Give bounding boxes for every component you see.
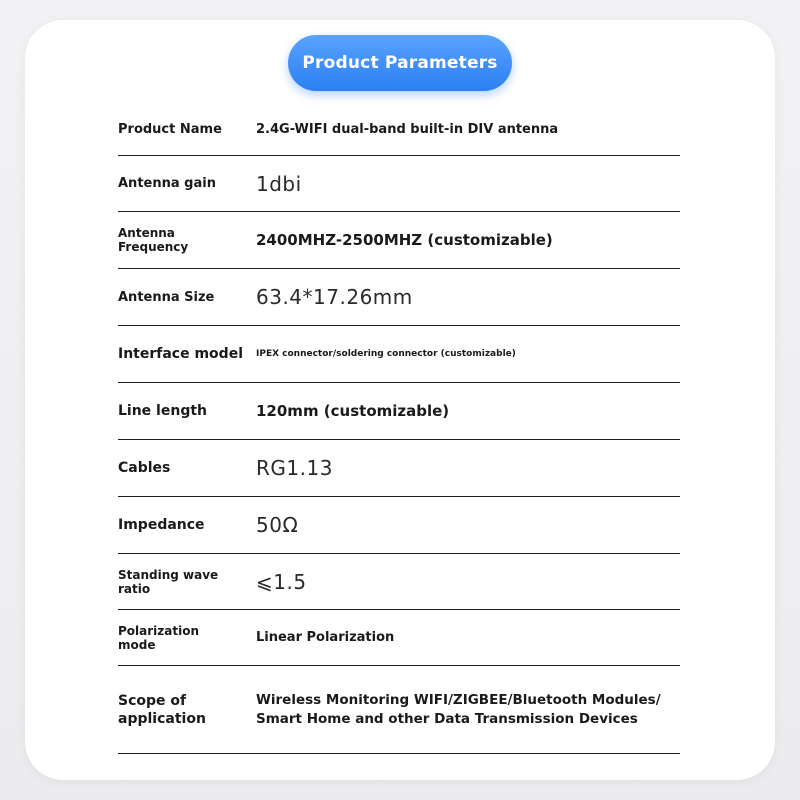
param-row-scope-of-application [118, 666, 680, 754]
param-value: 2400MHZ-2500MHZ (customizable) [256, 231, 553, 249]
param-row-interface-model [118, 326, 680, 383]
param-row-antenna-gain [118, 156, 680, 212]
param-row-product-name [118, 104, 680, 156]
param-value: 120mm (customizable) [256, 402, 450, 420]
param-label: Impedance [118, 517, 205, 533]
param-value: Wireless Monitoring WIFI/ZIGBEE/Bluetooth Modules/ Smart Home and other Data Transmission Devices [256, 691, 661, 727]
param-label: Scope of application [118, 692, 206, 727]
parameters-table [118, 104, 680, 754]
param-value: 63.4*17.26mm [256, 285, 413, 309]
param-label: Standing wave ratio [118, 567, 219, 596]
param-value: Linear Polarization [256, 630, 395, 645]
param-row-line-length [118, 383, 680, 440]
param-value: ⩽1.5 [256, 569, 307, 594]
param-label: Antenna Size [118, 289, 215, 305]
param-label: Polarization mode [118, 623, 199, 652]
param-value: 50Ω [256, 513, 299, 537]
param-label: Cables [118, 460, 171, 476]
param-label: Product Name [118, 122, 222, 137]
param-value: RG1.13 [256, 456, 333, 480]
param-value: 1dbi [256, 171, 302, 196]
param-label: Antenna gain [118, 176, 216, 191]
param-row-cables [118, 440, 680, 497]
param-label: Antenna Frequency [118, 226, 189, 254]
param-label: Interface model [118, 346, 243, 362]
param-row-antenna-frequency [118, 212, 680, 269]
param-value: IPEX connector/soldering connector (customizable) [256, 349, 516, 359]
param-label: Line length [118, 403, 207, 419]
param-row-standing-wave-ratio [118, 554, 680, 610]
page-title: Product Parameters [288, 35, 512, 91]
param-row-polarization-mode [118, 610, 680, 666]
param-value: 2.4G-WIFI dual-band built-in DIV antenna [256, 122, 559, 137]
param-row-impedance [118, 497, 680, 554]
param-row-antenna-size [118, 269, 680, 326]
